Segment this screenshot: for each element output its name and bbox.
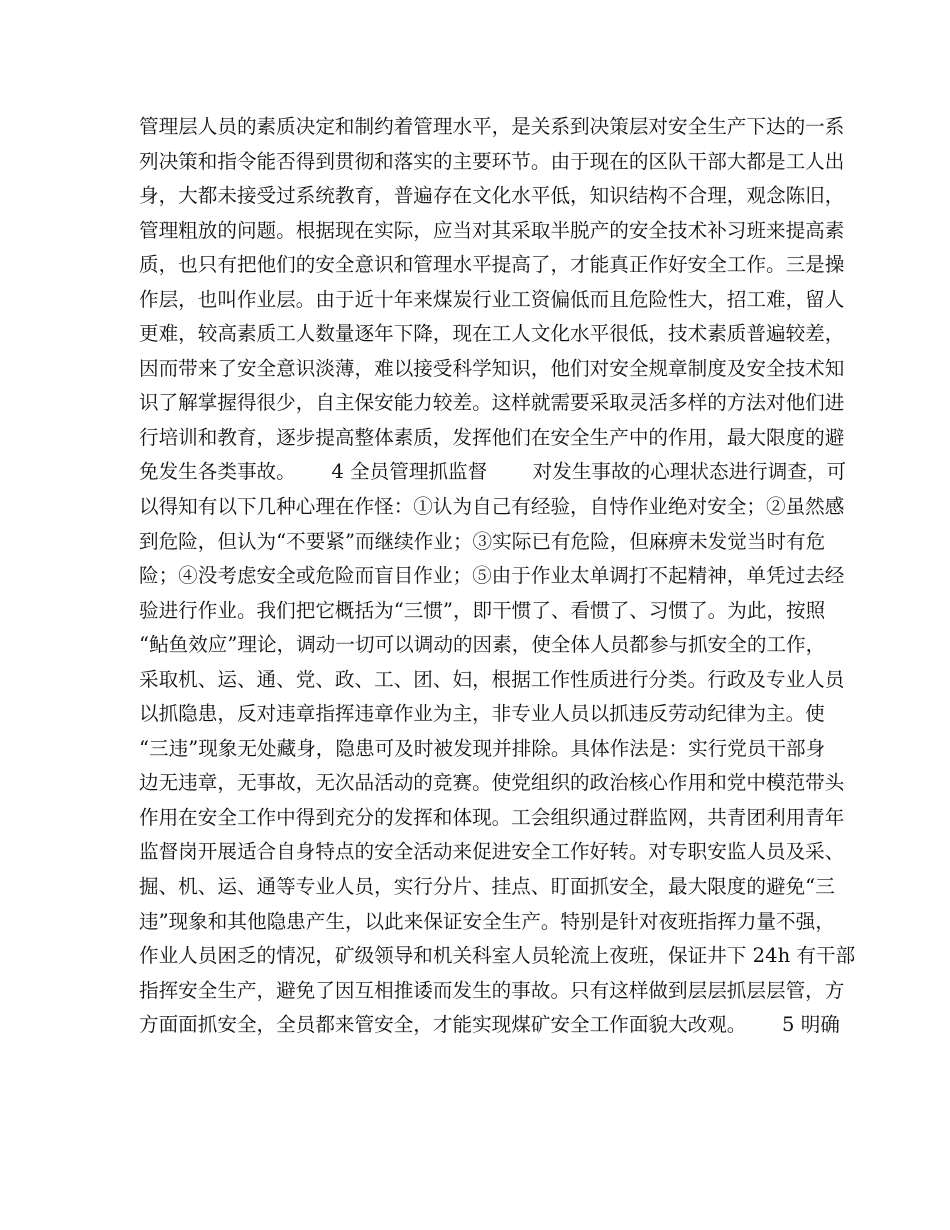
body-text <box>139 110 856 1043</box>
text-line: 免发生各类事故。 4 全员管理抓监督 对发生事故的心理状态进行调查，可 <box>139 460 847 484</box>
text-line: 方面面抓安全，全员都来管安全，才能实现煤矿安全工作面貌大改观。 5 明确 <box>139 1013 840 1037</box>
text-line: 身，大都未接受过系统教育，普遍存在文化水平低，知识结构不合理，观念陈旧， <box>139 184 845 208</box>
text-line: 更难，较高素质工人数量逐年下降，现在工人文化水平很低，技术素质普遍较差， <box>139 322 845 346</box>
text-line: 以得知有以下几种心理在作怪：①认为自己有经验，自恃作业绝对安全；②虽然感 <box>139 495 845 519</box>
text-line: 列决策和指令能否得到贯彻和落实的主要环节。由于现在的区队干部大都是工人出 <box>139 149 845 173</box>
text-line: 到危险，但认为“不要紧”而继续作业；③实际已有危险，但麻痹未发觉当时有危 <box>139 529 826 553</box>
text-line: 管理层人员的素质决定和制约着管理水平，是关系到决策层对安全生产下达的一系 <box>139 115 845 138</box>
text-line: 掘、机、运、通等专业人员，实行分片、挂点、盯面抓安全，最大限度的避免“三 <box>139 875 835 899</box>
text-line: 以抓隐患，反对违章指挥违章作业为主，非专业人员以抓违反劳动纪律为主。使 <box>139 702 825 726</box>
text-line: 险；④没考虑安全或危险而盲目作业；⑤由于作业太单调打不起精神，单凭过去经 <box>139 564 845 588</box>
text-line: 行培训和教育，逐步提高整体素质，发挥他们在安全生产中的作用，最大限度的避 <box>139 425 845 449</box>
text-line: 采取机、运、通、党、政、工、团、妇，根据工作性质进行分类。行政及专业人员 <box>139 667 845 691</box>
text-line: 质，也只有把他们的安全意识和管理水平提高了，才能真正作好安全工作。三是操 <box>139 253 845 277</box>
text-line: 作层，也叫作业层。由于近十年来煤炭行业工资偏低而且危险性大，招工难，留人 <box>139 287 845 311</box>
text-line: 验进行作业。我们把它概括为“三惯”，即干惯了、看惯了、习惯了。为此，按照 <box>139 598 826 622</box>
text-line: 作业人员困乏的情况，矿级领导和机关科室人员轮流上夜班，保证井下 24h 有干部 <box>139 944 856 968</box>
text-line: 作用在安全工作中得到充分的发挥和体现。工会组织通过群监网，共青团利用青年 <box>139 805 845 829</box>
text-line: 边无违章，无事故，无次品活动的竞赛。使党组织的政治核心作用和党中模范带头 <box>139 771 845 795</box>
text-line: 监督岗开展适合自身特点的安全活动来促进安全工作好转。对专职安监人员及采、 <box>139 840 845 864</box>
text-line: 管理粗放的问题。根据现在实际，应当对其采取半脱产的安全技术补习班来提高素 <box>139 218 845 242</box>
text-line: 识了解掌握得很少，自主保安能力较差。这样就需要采取灵活多样的方法对他们进 <box>139 391 845 415</box>
text-line: 违”现象和其他隐患产生，以此来保证安全生产。特别是针对夜班指挥力量不强， <box>139 909 835 933</box>
text-line: “鲇鱼效应”理论，调动一切可以调动的因素，使全体人员都参与抓安全的工作， <box>139 633 826 657</box>
text-line: 指挥安全生产，避免了因互相推诿而发生的事故。只有这样做到层层抓层层管，方 <box>139 978 845 1002</box>
text-line: “三违”现象无处藏身，隐患可及时被发现并排除。具体作法是：实行党员干部身 <box>139 736 826 760</box>
text-line: 因而带来了安全意识淡薄，难以接受科学知识，他们对安全规章制度及安全技术知 <box>139 356 845 380</box>
